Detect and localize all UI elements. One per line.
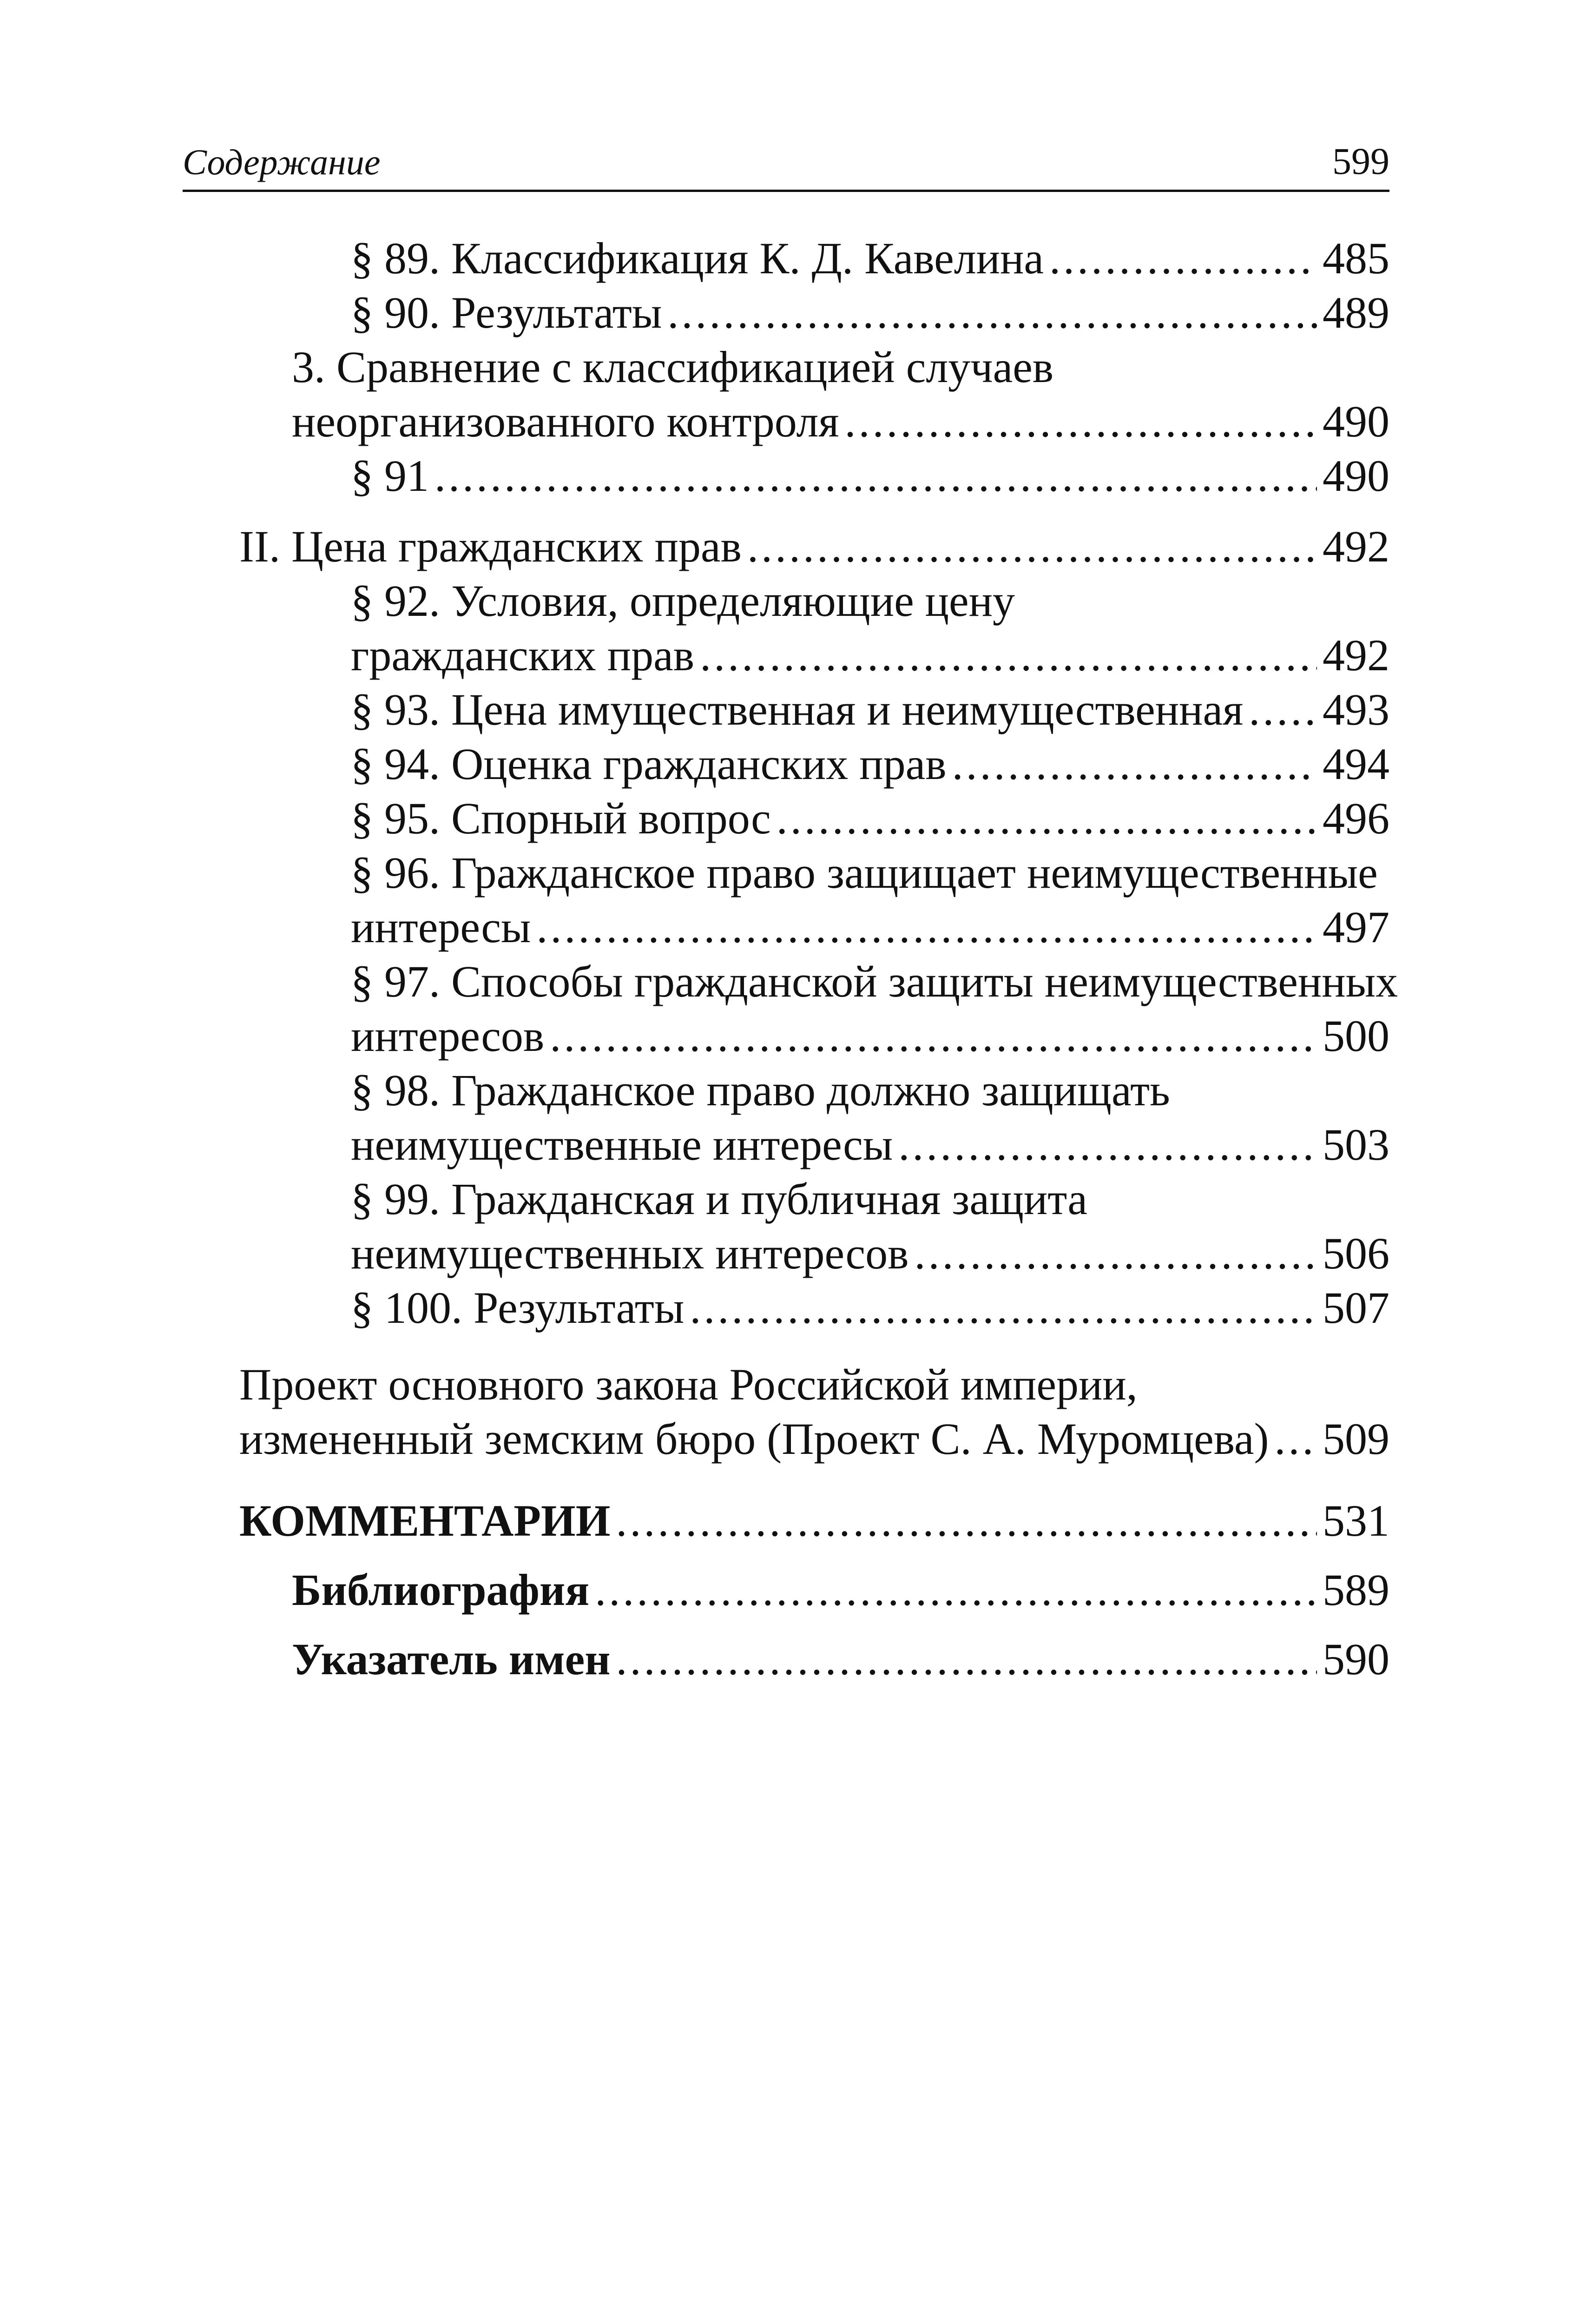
toc-entry-page: 590 [1323,1634,1389,1684]
toc-leader-dots [1274,1412,1317,1466]
toc-entry-title: II. Цена гражданских прав [239,522,742,571]
toc-entry [351,449,1389,503]
toc-entry [351,1009,1389,1063]
toc-entry-title-line2: гражданских прав [351,630,695,680]
toc-entry-title-line2: интересов [351,1011,545,1061]
toc-leader-dots [616,1632,1317,1686]
toc-entry [239,1412,1389,1466]
toc-entry-page: 492 [1323,630,1389,680]
toc-entry [351,1281,1389,1335]
toc-entry-title-line2: неимущественных интересов [351,1228,909,1278]
toc-entry [351,682,1389,737]
toc-leader-dots [845,394,1317,449]
toc-entry-page: 589 [1323,1565,1389,1615]
toc-entry-title-line1: Проект основного закона Российской империи, [239,1360,1138,1409]
toc-entry-title: Библиография [292,1565,590,1615]
toc-entry-page: 500 [1323,1011,1389,1061]
toc-leader-dots [952,737,1317,791]
toc-leader-dots [1249,682,1317,737]
toc-entry-page: 496 [1323,793,1389,843]
toc-entry [351,628,1389,682]
toc-entry-title-line2: измененный земским бюро (Проект С. А. Муромцева) [239,1414,1269,1464]
toc-entry-page: 497 [1323,902,1389,952]
toc-entry-title: § 91 [351,451,429,501]
toc-entry-page: 506 [1323,1228,1389,1278]
toc-entry [351,285,1389,340]
toc-leader-dots [1049,231,1317,285]
toc-entry-title-line1: § 99. Гражданская и публичная защита [351,1174,1087,1224]
toc-entry-title-line2: интересы [351,902,531,952]
toc-entry-page: 494 [1323,739,1389,789]
toc-entry [351,900,1389,954]
page-number: 599 [1332,140,1389,182]
toc-entry-page: 507 [1323,1283,1389,1333]
toc-entry-title: § 95. Спорный вопрос [351,793,771,843]
toc-entry-title: КОММЕНТАРИИ [239,1496,611,1545]
toc-entry-title: § 93. Цена имущественная и неимущественная [351,685,1244,734]
toc-entry [292,1632,1389,1686]
toc-entry-title: § 90. Результаты [351,288,662,337]
toc-entry-page: 485 [1323,233,1389,283]
toc-entry-page: 492 [1323,522,1389,571]
toc-leader-dots [700,628,1317,682]
toc-entry-title-line1: 3. Сравнение с классификацией случаев [292,342,1054,392]
toc-entry [351,1226,1389,1281]
toc-entry-page: 509 [1323,1414,1389,1464]
toc-entry-title: § 100. Результаты [351,1283,685,1333]
toc-leader-dots [616,1493,1317,1548]
toc-entry-title-line1: § 98. Гражданское право должно защищать [351,1065,1170,1115]
toc-leader-dots [595,1563,1317,1617]
toc-leader-dots [777,791,1317,845]
toc-entry [351,737,1389,791]
toc-entry [239,519,1389,574]
toc-entry-page: 490 [1323,396,1389,446]
toc-leader-dots [690,1281,1317,1335]
toc-entry-title-line1: § 97. Способы гражданской защиты неимущественных [351,957,1398,1006]
toc-entry [239,1493,1389,1548]
toc-entry-title: § 94. Оценка гражданских прав [351,739,947,789]
toc-entry [351,1117,1389,1172]
toc-leader-dots [550,1009,1317,1063]
toc-entry-title-line2: неимущественные интересы [351,1120,893,1169]
toc-entry-page: 531 [1323,1496,1389,1545]
toc-leader-dots [747,519,1317,574]
toc-entry [351,791,1389,845]
toc-entry-title-line1: § 96. Гражданское право защищает неимущественные [351,848,1378,898]
toc-leader-dots [914,1226,1317,1281]
toc-leader-dots [434,449,1317,503]
toc-entry-page: 489 [1323,288,1389,337]
toc-entry [292,394,1389,449]
toc-entry-title-line2: неорганизованного контроля [292,396,839,446]
toc-entry-page: 503 [1323,1120,1389,1169]
toc-entry [351,231,1389,285]
toc-entry [292,1563,1389,1617]
toc-entry-title: § 89. Классификация К. Д. Кавелина [351,233,1044,283]
toc-entry-title: Указатель имен [292,1634,611,1684]
toc-leader-dots [667,285,1317,340]
running-header-title: Содержание [183,142,381,182]
toc-leader-dots [536,900,1317,954]
toc-entry-title-line1: § 92. Условия, определяющие цену [351,576,1015,626]
toc-leader-dots [898,1117,1317,1172]
toc-entry-page: 493 [1323,685,1389,734]
toc-entry-page: 490 [1323,451,1389,501]
running-header [183,125,1389,192]
